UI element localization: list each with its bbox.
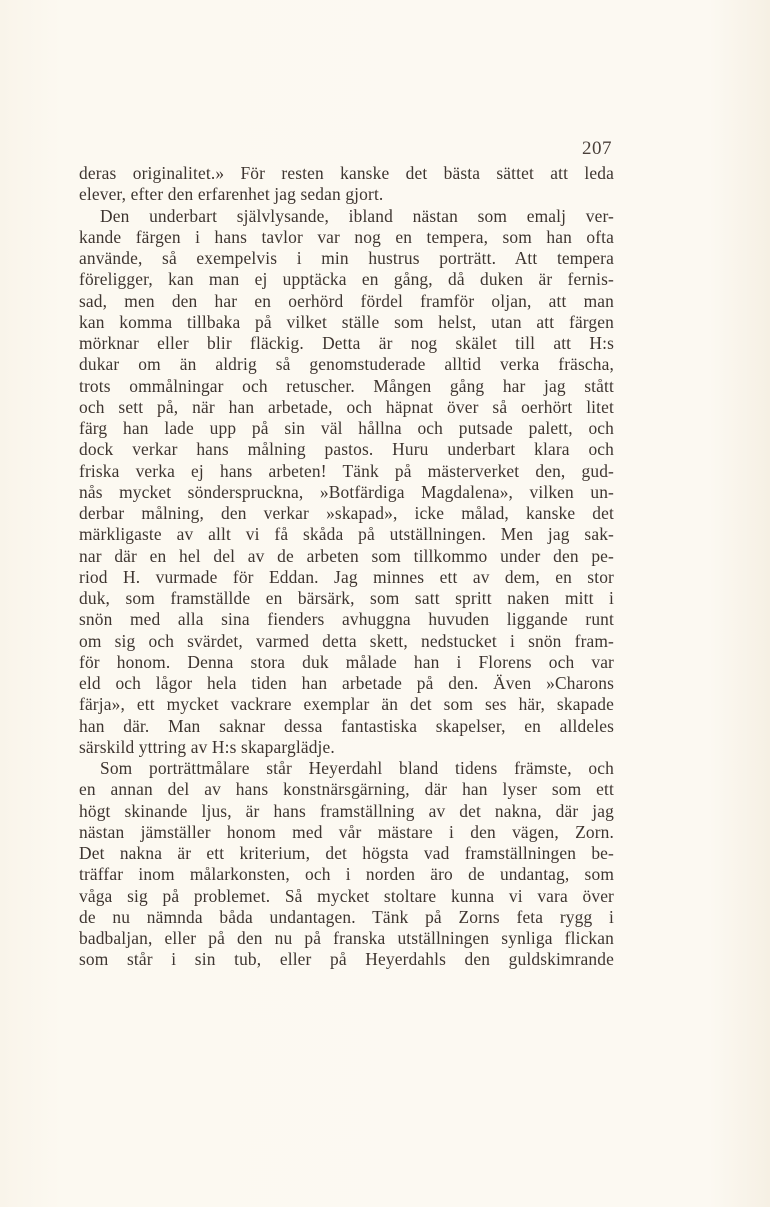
text-line: deras originalitet.» För resten kanske det bästa sättet att leda <box>79 163 614 183</box>
text-line: och sett på, när han arbetade, och häpnat över så oerhört litet <box>79 396 614 417</box>
text-line: dukar om än aldrig så genomstuderade alltid verka fräscha, <box>79 354 614 375</box>
text-line: märkligaste av allt vi få skåda på utställningen. Men jag sak- <box>79 524 614 545</box>
text-line: Som porträttmålare står Heyerdahl bland tidens främste, och <box>100 758 614 778</box>
text-line: elever, efter den erfarenhet jag sedan gjort. <box>79 184 384 205</box>
text-line: kan komma tillbaka på vilket ställe som helst, utan att färgen <box>79 311 614 332</box>
text-line: om sig och svärdet, varmed detta skett, nedstucket i snön fram- <box>79 630 614 651</box>
text-line: våga sig på problemet. Så mycket stoltare kunna vi vara över <box>79 885 614 906</box>
text-line: friska verka ej hans arbeten! Tänk på mästerverket den, gud- <box>79 460 614 481</box>
text-line: nås mycket sönderspruckna, »Botfärdiga Magdalena», vilken un- <box>79 481 614 502</box>
text-line: derbar målning, den verkar »skapad», icke målad, kanske det <box>79 503 614 523</box>
text-line: färja», ett mycket vackrare exemplar än det som ses här, skapade <box>79 694 614 715</box>
text-line: som står i sin tub, eller på Heyerdahls den guldskimrande <box>79 949 614 970</box>
text-line: de nu nämnda båda undantagen. Tänk på Zorns feta rygg i <box>79 906 614 927</box>
text-line: Det nakna är ett kriterium, det högsta vad framställningen be- <box>79 843 614 863</box>
text-line: Den underbart självlysande, ibland nästan som emalj ver- <box>100 205 614 226</box>
text-line: trots ommålningar och retuscher. Mången gång har jag stått <box>79 375 614 396</box>
text-line: eld och lågor hela tiden han arbetade på den. Även »Charons <box>79 673 614 693</box>
page-number: 207 <box>582 138 612 159</box>
text-line: högt skinande ljus, är hans framställning av det nakna, där jag <box>79 800 614 821</box>
text-line: nar där en hel del av de arbeten som tillkommo under den pe- <box>79 545 614 566</box>
text-line: kande färgen i hans tavlor var nog en tempera, som han ofta <box>79 226 614 247</box>
text-line: mörknar eller blir fläckig. Detta är nog skälet till att H:s <box>79 333 614 353</box>
text-line: riod H. vurmade för Eddan. Jag minnes ett av dem, en stor <box>79 566 614 587</box>
text-line: träffar inom målarkonsten, och i norden äro de undantag, som <box>79 864 614 885</box>
text-line: använde, så exempelvis i min hustrus porträtt. Att tempera <box>79 248 614 268</box>
text-line: han där. Man saknar dessa fantastiska skapelser, en alldeles <box>79 715 614 736</box>
text-line: snön med alla sina fienders avhuggna huvuden liggande runt <box>79 609 614 630</box>
text-line: nästan jämställer honom med vår mästare i den vägen, Zorn. <box>79 821 614 842</box>
text-line: sad, men den har en oerhörd fördel framför oljan, att man <box>79 290 614 311</box>
body-text <box>79 163 614 971</box>
text-line: färg han lade upp på sin väl hållna och putsade palett, och <box>79 418 614 438</box>
text-line: duk, som framställde en bärsärk, som satt spritt naken mitt i <box>79 588 614 608</box>
text-line: dock verkar hans målning pastos. Huru underbart klara och <box>79 439 614 460</box>
text-line: föreligger, kan man ej upptäcka en gång, då duken är fernis- <box>79 269 614 290</box>
text-line: särskild yttring av H:s skaparglädje. <box>79 736 335 757</box>
text-line: en annan del av hans konstnärsgärning, där han lyser som ett <box>79 779 614 800</box>
text-line: badbaljan, eller på den nu på franska utställningen synliga flickan <box>79 928 614 948</box>
text-line: för honom. Denna stora duk målade han i Florens och var <box>79 651 614 672</box>
